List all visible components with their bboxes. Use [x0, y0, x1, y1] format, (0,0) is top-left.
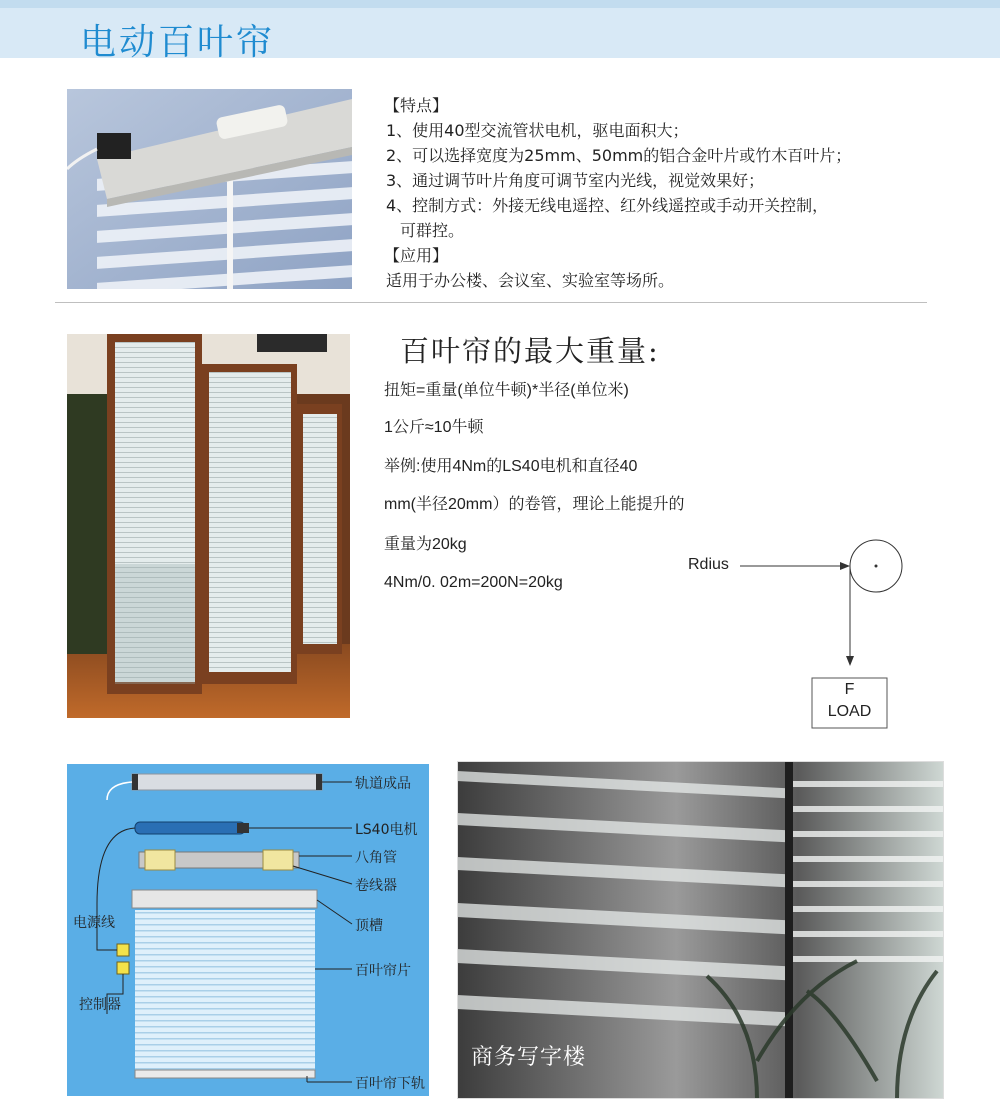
component-label-power-cord: 电源线: [73, 915, 115, 931]
feature-item-2: 2、可以选择宽度为25mm、50mm的铝合金叶片或竹木百叶片；: [386, 146, 852, 165]
office-photo: [457, 761, 944, 1099]
features-heading: 【特点】: [384, 96, 449, 115]
page-title: 电动百叶帘: [80, 22, 276, 63]
feature-item-4: 4、控制方式：外接无线电遥控、红外线遥控或手动开关控制，: [386, 196, 829, 215]
weight-line-2: 1公斤≈10牛顿: [384, 419, 484, 436]
sliding-door-photo: [67, 334, 350, 718]
weight-line-3: 举例:使用4Nm的LS40电机和直径40: [384, 458, 638, 475]
component-label-bottom-rail: 百叶帘下轨: [355, 1076, 425, 1092]
application-heading: 【应用】: [384, 246, 449, 265]
component-label-rail: 轨道成品: [355, 776, 411, 792]
component-label-channel: 顶槽: [355, 918, 383, 934]
weight-line-6: 4Nm/0. 02m=200N=20kg: [384, 574, 563, 591]
component-label-reel: 卷线器: [355, 878, 397, 894]
headrail-photo: [67, 89, 352, 289]
page-header: [0, 0, 1000, 63]
force-label: F: [844, 681, 855, 698]
component-label-tube: 八角管: [355, 850, 397, 866]
component-label-slats: 百叶帘片: [355, 963, 411, 979]
weight-title: 百叶帘的最大重量:: [400, 334, 660, 368]
application-text: 适用于办公楼、会议室、实验室等场所。: [386, 271, 675, 290]
weight-line-5: 重量为20kg: [384, 536, 467, 553]
component-label-controller: 控制器: [79, 997, 121, 1013]
torque-diagram: [680, 535, 920, 735]
section-divider: [55, 302, 927, 303]
component-label-motor: LS40电机: [355, 822, 418, 838]
weight-line-4: mm(半径20mm）的卷管，理论上能提升的: [384, 496, 685, 513]
feature-item-1: 1、使用40型交流管状电机，驱电面积大；: [386, 121, 689, 140]
components-diagram: [67, 764, 429, 1096]
weight-line-1: 扭矩=重量(单位牛顿)*半径(单位米): [384, 382, 629, 399]
radius-label: Rdius: [688, 556, 729, 573]
feature-item-4-cont: 可群控。: [400, 221, 465, 240]
office-photo-caption: 商务写字楼: [471, 1045, 587, 1070]
load-label: LOAD: [827, 703, 872, 720]
feature-item-3: 3、通过调节叶片角度可调节室内光线，视觉效果好；: [386, 171, 765, 190]
